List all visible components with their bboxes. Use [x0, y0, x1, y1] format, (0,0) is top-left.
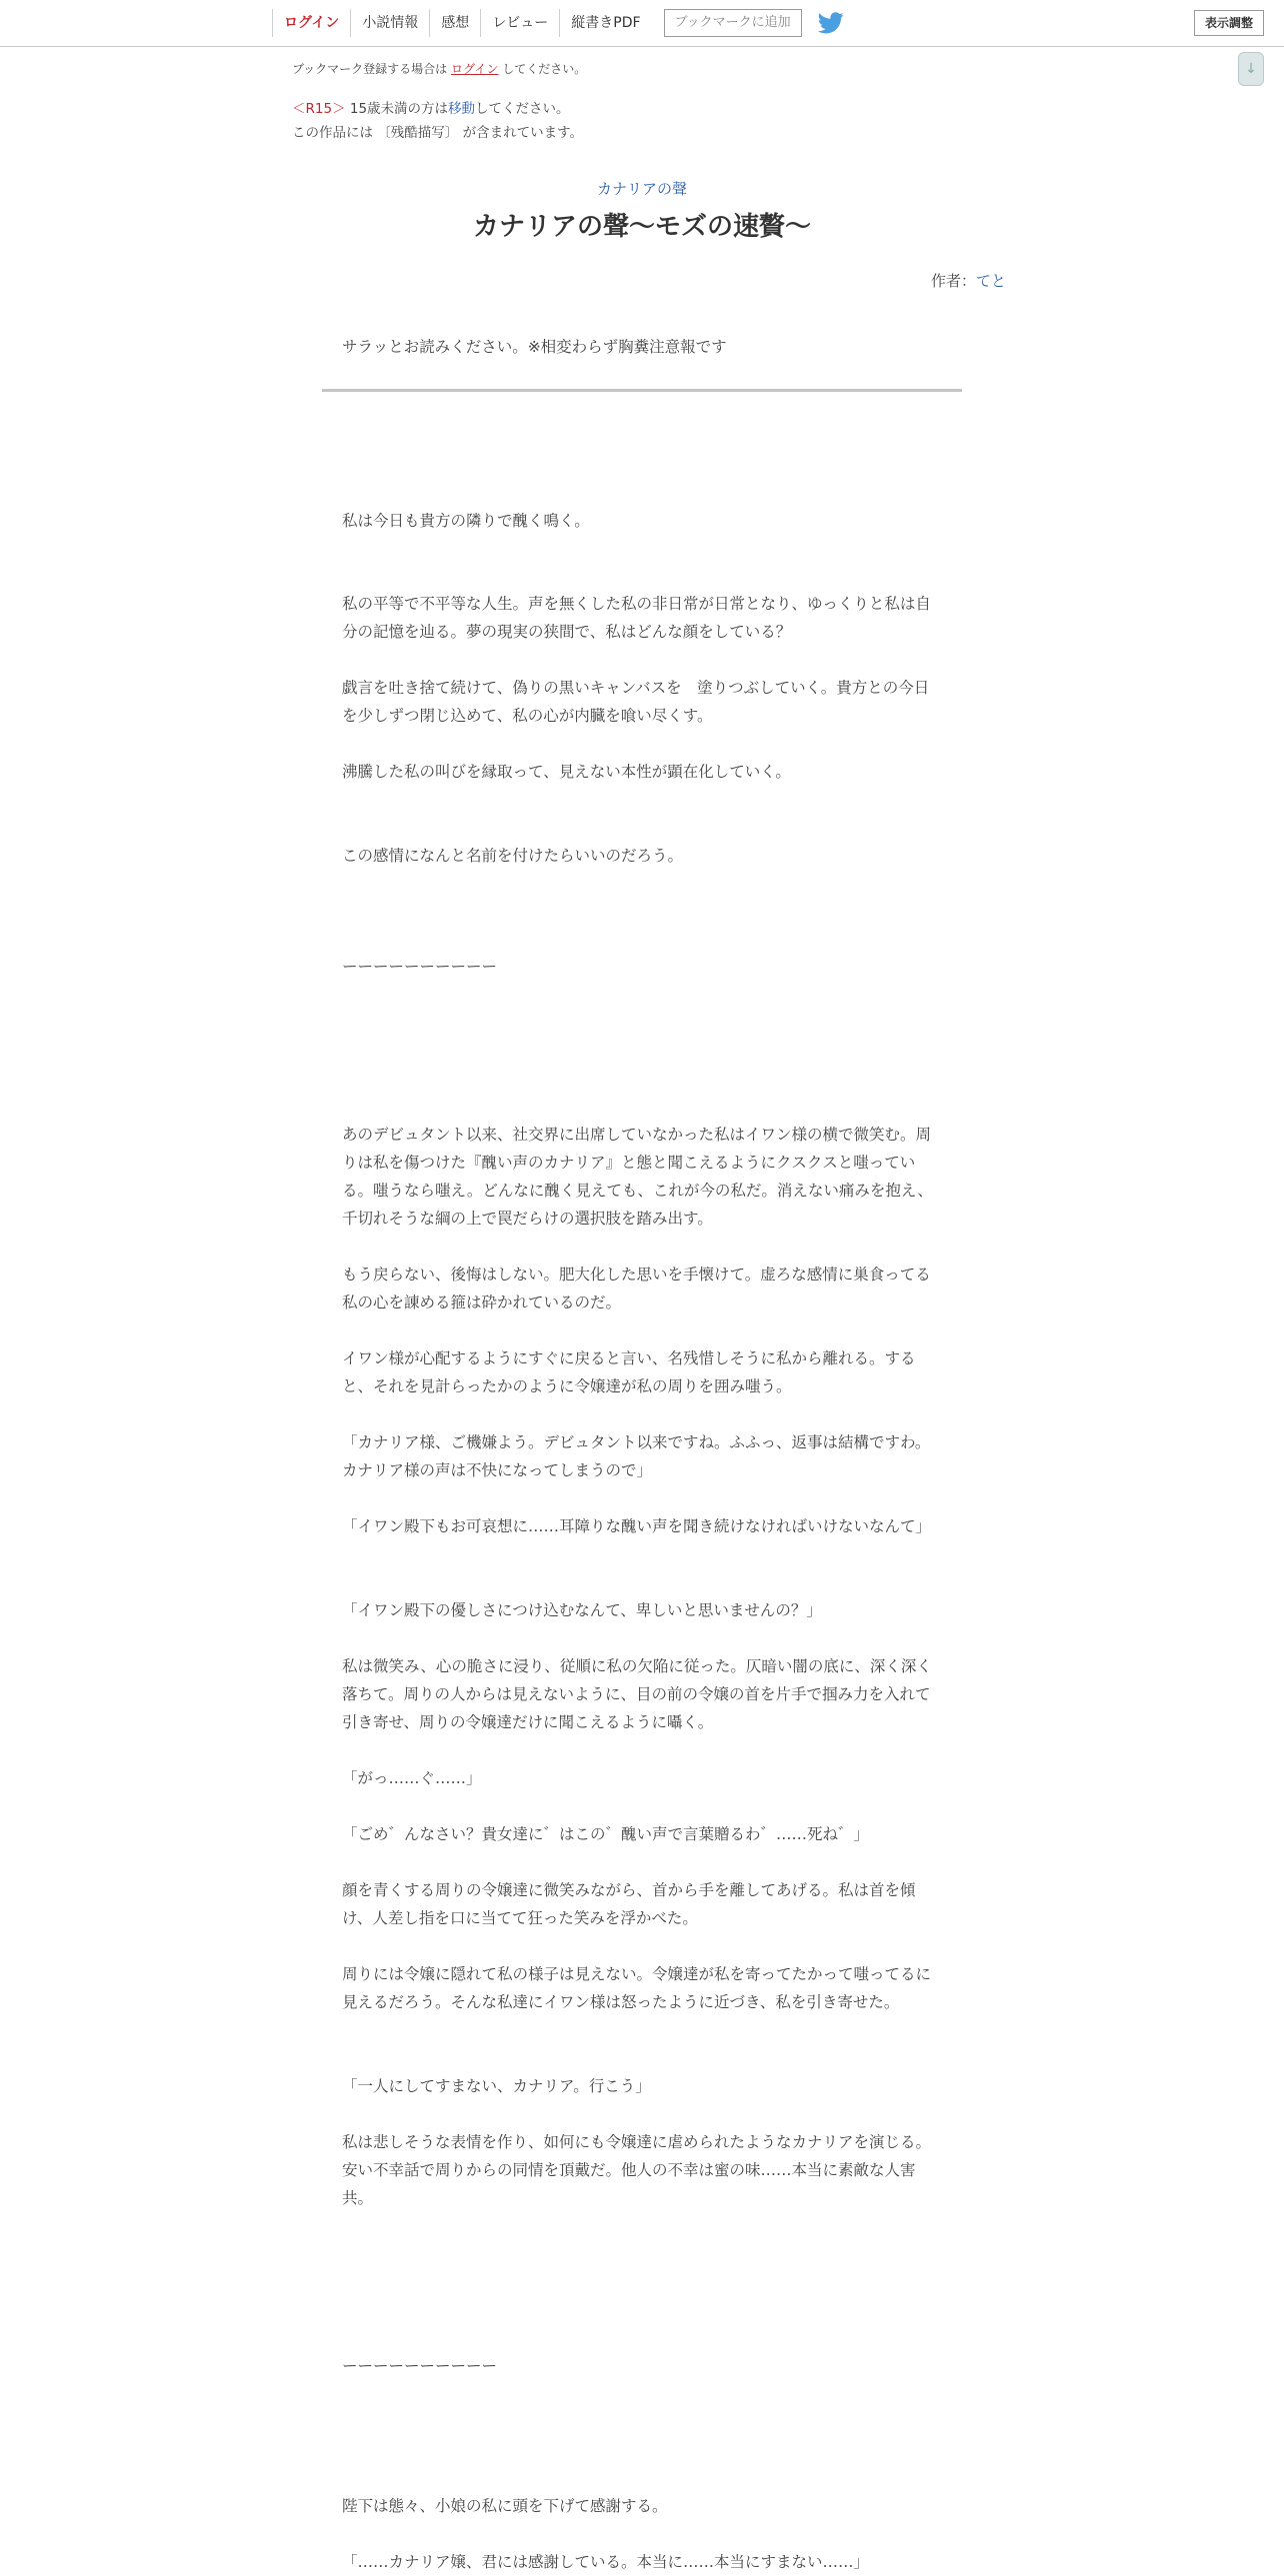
twitter-icon[interactable]	[818, 12, 844, 34]
top-header	[0, 0, 1284, 47]
paragraph: 周りには令嬢に隠れて私の様子は見えない。令嬢達が私を寄ってたかって嗤ってるに見えるだろう。そんな私達にイワン様は怒ったように近づき、私を引き寄せた。	[342, 1965, 932, 2011]
nav-bar	[272, 0, 844, 46]
nav-login[interactable]: ログイン	[272, 9, 350, 37]
scene-break: ーーーーーーーーーー	[342, 958, 498, 976]
series-title-link[interactable]: カナリアの聲	[596, 180, 687, 198]
scroll-down-icon[interactable]: ↓	[1238, 52, 1264, 86]
nav-review[interactable]: レビュー	[480, 9, 559, 37]
paragraph: 「イワン殿下の優しさにつけ込むなんて、卑しいと思いませんの？」	[342, 1601, 822, 1619]
display-settings-button[interactable]: 表示調整	[1194, 10, 1264, 36]
add-bookmark-button[interactable]: ブックマークに追加	[664, 9, 802, 37]
paragraph: あのデビュタント以来、社交界に出席していなかった私はイワン様の横で微笑む。周りは私を傷つけた『醜い声のカナリア』と態と聞こえるようにクスクスと嗤っている。嗤うなら嗤え。どんなに醜く見えても、これが今の私だ。消えない痛みを抱え、千切れそうな綱の上で罠だらけの選択肢を踏み出す。	[342, 1126, 933, 1228]
paragraph: 私の平等で不平等な人生。声を無くした私の非日常が日常となり、ゆっくりと私は自分の記憶を辿る。夢の現実の狭間で、私はどんな顔をしている？	[342, 595, 931, 641]
bookmark-notice-prefix: ブックマーク登録する場合は	[292, 62, 448, 76]
paragraph: もう戻らない、後悔はしない。肥大化した思いを手懐けて。虚ろな感情に巣食ってる私の心を諌める箍は砕かれているのだ。	[342, 1266, 931, 1311]
paragraph: 「……カナリア嬢、君には感謝している。本当に……本当にすまない……」	[342, 2553, 870, 2571]
novel-title: カナリアの聲〜モズの速贅〜	[472, 212, 811, 242]
move-link[interactable]: 移動	[448, 101, 476, 117]
paragraph: 私は微笑み、心の脆さに浸り、従順に私の欠陥に従った。仄暗い闇の底に、深く深く落ちて。周りの人からは見えないように、目の前の令嬢の首を片手で掴み力を入れて引き寄せ、周りの令嬢達だけに聞こえるように囁く。	[342, 1657, 932, 1731]
bookmark-login-link[interactable]: ログイン	[451, 62, 499, 76]
paragraph: 私は今日も貴方の隣りで醜く鳴く。	[342, 512, 590, 530]
paragraph: 「がっ……ぐ……」	[342, 1769, 482, 1787]
paragraph: 「ごめ゛んなさい？貴女達に゛はこの゛醜い声で言葉贈るわ゛……死ね゛」	[342, 1825, 870, 1843]
bookmark-notice	[292, 60, 586, 77]
scene-break: ーーーーーーーーーー	[342, 2357, 498, 2375]
paragraph: 顔を青くする周りの令嬢達に微笑みながら、首から手を離してあげる。私は首を傾け、人差し指を口に当てて狂った笑みを浮かべた。	[342, 1881, 916, 1927]
paragraph: 「一人にしてすまない、カナリア。行こう」	[342, 2077, 651, 2095]
author-label: 作者：	[930, 272, 976, 290]
paragraph: 「イワン殿下もお可哀想に……耳障りな醜い声を聞き続けなければいけないなんて」	[342, 1517, 932, 1535]
rating-text-post: してください。	[475, 101, 570, 117]
rating-notice	[292, 97, 583, 145]
nav-impression[interactable]: 感想	[429, 9, 480, 37]
preface-divider	[322, 389, 962, 392]
nav-novel-info[interactable]: 小説情報	[350, 9, 429, 37]
paragraph: この感情になんと名前を付けたらいいのだろう。	[342, 847, 684, 865]
paragraph: 戯言を吐き捨て続けて、偽りの黒いキャンバスを 塗りつぶしていく。貴方との今日を少しずつ閉じ込めて、私の心が内臓を喰い尽くす。	[342, 679, 930, 725]
nav-vertical-pdf[interactable]: 縦書きPDF	[559, 9, 651, 37]
author-line	[931, 270, 1006, 291]
bookmark-notice-suffix: してください。	[502, 62, 587, 76]
author-name-link[interactable]: てと	[975, 272, 1006, 290]
r15-badge: ＜R15＞	[292, 101, 346, 117]
paragraph: イワン様が心配するようにすぐに戻ると言い、名残惜しそうに私から離れる。すると、それを見計らったかのように令嬢達が私の周りを囲み嗤う。	[342, 1349, 916, 1395]
paragraph: 沸騰した私の叫びを縁取って、見えない本性が顕在化していく。	[342, 763, 791, 781]
preface-text: サラッとお読みください。※相変わらず胸糞注意報です	[342, 338, 727, 356]
rating-line-2: この作品には 〔残酷描写〕 が含まれています。	[292, 125, 584, 141]
paragraph: 「カナリア様、ご機嫌よう。デビュタント以来ですね。ふふっ、返事は結構ですわ。カナリア様の声は不快になってしまうので」	[342, 1433, 931, 1479]
paragraph: 陛下は態々、小娘の私に頭を下げて感謝する。	[342, 2497, 668, 2515]
rating-text-pre: 15歳未満の方は	[349, 101, 449, 117]
paragraph: 私は悲しそうな表情を作り、如何にも令嬢達に虐められたようなカナリアを演じる。安い不幸話で周りからの同情を頂戴だ。他人の不幸は蜜の味……本当に素敵な人害共。	[342, 2133, 932, 2207]
rating-line-1	[292, 97, 583, 121]
